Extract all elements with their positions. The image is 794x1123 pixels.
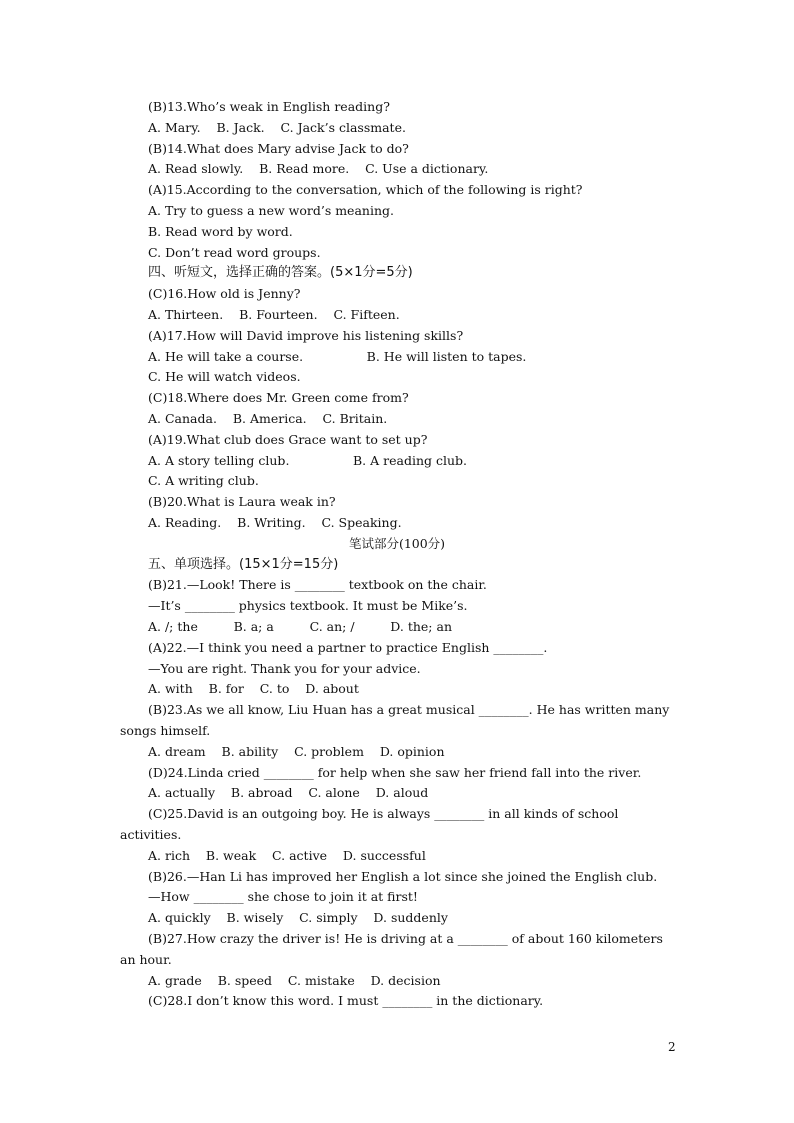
text-line: (A)15.According to the conversation, which of the following is right? xyxy=(148,182,583,198)
section-heading: 四、听短文，选择正确的答案。(5×1分=5分) xyxy=(148,265,413,281)
text-line: (D)24.Linda cried ________ for help when she saw her friend fall into the river. xyxy=(148,764,642,780)
text-line: A. Reading. B. Writing. C. Speaking. xyxy=(148,515,402,530)
text-line: A. grade B. speed C. mistake D. decision xyxy=(148,972,441,988)
text-line: songs himself. xyxy=(120,723,211,738)
text-line: (B)14.What does Mary advise Jack to do? xyxy=(148,140,409,156)
text-line: C. Don’t read word groups. xyxy=(148,244,321,260)
text-line: A. Read slowly. B. Read more. C. Use a dictionary. xyxy=(148,161,489,177)
text-line: A. Try to guess a new word’s meaning. xyxy=(148,203,394,218)
text-line: (A)19.What club does Grace want to set up? xyxy=(148,431,428,447)
section-heading: 五、单项选择。(15×1分=15分) xyxy=(148,556,339,572)
text-line: an hour. xyxy=(120,951,172,967)
text-line: (A)17.How will David improve his listening skills? xyxy=(148,327,464,343)
text-line: (B)26.—Han Li has improved her English a lot since she joined the English club. xyxy=(148,868,658,884)
text-line: A. actually B. abroad C. alone D. aloud xyxy=(148,785,429,801)
text-line: (C)28.I don’t know this word. I must ________ in the dictionary. xyxy=(148,993,544,1009)
text-line: B. Read word by word. xyxy=(148,223,293,239)
text-line: A. quickly B. wisely C. simply D. suddenly xyxy=(148,910,448,926)
text-line: activities. xyxy=(120,827,182,842)
text-line: A. Canada. B. America. C. Britain. xyxy=(148,411,388,426)
text-line: —It’s ________ physics textbook. It must be Mike’s. xyxy=(148,598,468,614)
text-line: C. A writing club. xyxy=(148,473,259,489)
text-line: A. with B. for C. to D. about xyxy=(148,681,359,697)
section-heading: 笔试部分(100分) xyxy=(348,535,446,551)
text-line: (C)16.How old is Jenny? xyxy=(148,286,301,302)
text-line: —You are right. Thank you for your advice. xyxy=(148,660,421,676)
text-line: (B)23.As we all know, Liu Huan has a great musical ________. He has written many xyxy=(148,702,670,718)
text-line: (B)27.How crazy the driver is! He is driving at a ________ of about 160 kilometers xyxy=(148,931,663,946)
text-line: A. A story telling club. B. A reading club. xyxy=(148,452,467,468)
text-line: (B)21.—Look! There is ________ textbook on the chair. xyxy=(148,577,487,593)
text-line: —How ________ she chose to join it at first! xyxy=(148,889,418,905)
text-line: A. Thirteen. B. Fourteen. C. Fifteen. xyxy=(148,307,400,322)
text-line: (C)25.David is an outgoing boy. He is always ________ in all kinds of school xyxy=(148,806,619,822)
text-line: A. dream B. ability C. problem D. opinion xyxy=(148,743,445,759)
text-line: A. Mary. B. Jack. C. Jack’s classmate. xyxy=(148,119,406,135)
text-line: (B)13.Who’s weak in English reading? xyxy=(148,99,390,114)
text-line: A. /; the B. a; a C. an; / D. the; an xyxy=(148,619,452,634)
text-line: C. He will watch videos. xyxy=(148,369,301,385)
text-line: A. He will take a course. B. He will listen to tapes. xyxy=(148,348,527,364)
text-line: A. rich B. weak C. active D. successful xyxy=(148,847,426,863)
text-line: (C)18.Where does Mr. Green come from? xyxy=(148,390,409,406)
text-line: (B)20.What is Laura weak in? xyxy=(148,494,336,510)
text-line: (A)22.—I think you need a partner to practice English ________. xyxy=(148,639,548,655)
page-number: 2 xyxy=(668,1040,676,1054)
